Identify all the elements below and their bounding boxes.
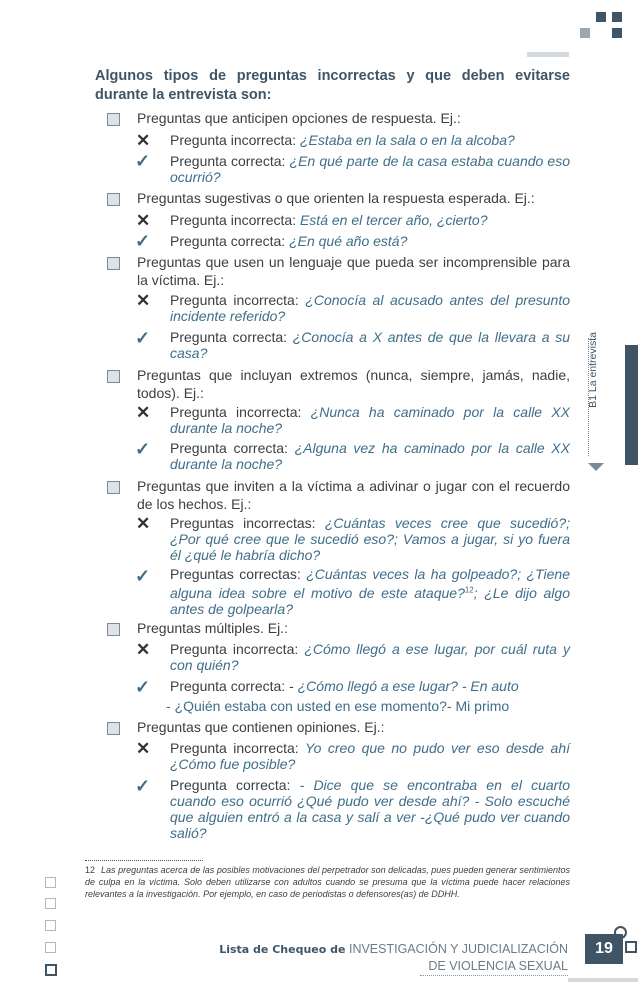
check-mark-icon: ✓	[135, 776, 151, 796]
incorrect-question: Pregunta incorrecta: ¿Nunca ha caminado por la calle XX durante la noche?	[170, 404, 571, 436]
bottom-divider	[568, 978, 638, 982]
chapter-tab[interactable]	[625, 345, 638, 465]
x-mark-icon: ✕	[136, 131, 151, 150]
x-mark-icon: ✕	[136, 739, 151, 758]
square-marker-icon	[45, 920, 56, 931]
correct-question: Pregunta correcta: - Dice que se encontraba en el cuarto cuando eso ocurrió ¿Qué pudo ver desde ahí? - Solo escuché que alguien entró a la casa y salí a ver -¿Qué pudo ver cuando salió?	[170, 777, 571, 841]
category-title: Preguntas que inviten a la víctima a adivinar o jugar con el recuerdo de los hechos. Ej.:	[137, 478, 570, 512]
correct-question-extra: - ¿Quién estaba con usted en ese momento?- Mi primo	[166, 698, 510, 714]
footnote-ref[interactable]: 12	[464, 585, 474, 594]
check-mark-icon: ✓	[135, 328, 151, 348]
category-title: Preguntas múltiples. Ej.:	[137, 620, 288, 636]
arrow-down-icon	[588, 463, 604, 471]
category-title: Preguntas que incluyan extremos (nunca, siempre, jamás, nadie, todos). Ej.:	[137, 367, 570, 401]
correct-question: Pregunta correcta: ¿En qué parte de la casa estaba cuando eso ocurrió?	[170, 153, 571, 185]
section-heading: Algunos tipos de preguntas incorrectas y que deben evitarse durante la entrevista son:	[95, 68, 570, 103]
category-title: Preguntas que anticipen opciones de respuesta. Ej.:	[137, 110, 461, 126]
square-marker-icon	[45, 942, 56, 953]
square-bullet-icon	[107, 481, 120, 494]
square-bullet-icon	[107, 370, 120, 383]
footnote: 12 Las preguntas acerca de las posibles motivaciones del perpetrador son delicadas, pues pueden generar sentimientos de culpa en la víctima. Solo deben utilizarse con adultos cuando se presuma que la víctima puede hacer relaciones relevantes a la investigación. Por ejemplo, en caso de periodistas o defensores(as) de DDHH.	[85, 865, 570, 899]
footer-title: Lista de Chequeo de INVESTIGACIÓN Y JUDICIALIZACIÓN DE VIOLENCIA SEXUAL	[219, 942, 568, 973]
correct-question: Pregunta correcta: ¿Conocía a X antes de que la llevara a su casa?	[170, 329, 571, 361]
corner-decoration-icon	[612, 12, 622, 22]
incorrect-question: Pregunta incorrecta: Yo creo que no pudo ver eso desde ahí ¿Cómo fue posible?	[170, 740, 570, 772]
correct-question: Pregunta correcta: ¿Alguna vez ha caminado por la calle XX durante la noche?	[170, 440, 570, 472]
check-mark-icon: ✓	[135, 566, 151, 586]
square-bullet-icon	[107, 722, 120, 735]
page-number: 19	[585, 934, 623, 964]
top-divider	[527, 52, 569, 57]
check-mark-icon: ✓	[135, 231, 151, 251]
corner-decoration-icon	[580, 28, 590, 38]
square-marker-icon	[45, 898, 56, 909]
footnote-divider	[85, 860, 203, 861]
category-title: Preguntas que usen un lenguaje que pueda ser incomprensible para la víctima. Ej.:	[137, 254, 570, 288]
square-marker-active-icon	[45, 964, 57, 976]
correct-question: Preguntas correctas: ¿Cuántas veces la ha golpeado?; ¿Tiene alguna idea sobre el motivo de este ataque?$^{12}$; ¿Le dijo algo antes de golpearla?	[170, 566, 570, 617]
x-mark-icon: ✕	[136, 291, 151, 310]
x-mark-icon: ✕	[136, 403, 151, 422]
square-bullet-icon	[107, 193, 120, 206]
square-bullet-icon	[107, 257, 120, 270]
x-mark-icon: ✕	[136, 514, 151, 533]
corner-decoration-icon	[596, 12, 606, 22]
check-mark-icon: ✓	[135, 439, 151, 459]
x-mark-icon: ✕	[136, 640, 151, 659]
square-marker-icon	[45, 877, 56, 888]
correct-question: Pregunta correcta: ¿En qué año está?	[170, 233, 408, 249]
category-title: Preguntas sugestivas o que orienten la respuesta esperada. Ej.:	[137, 190, 535, 206]
category-title: Preguntas que contienen opiniones. Ej.:	[137, 719, 385, 735]
square-decoration-icon	[625, 941, 637, 953]
correct-question: Pregunta correcta: - ¿Cómo llegó a ese lugar? - En auto	[170, 678, 519, 694]
check-mark-icon: ✓	[135, 677, 151, 697]
x-mark-icon: ✕	[136, 211, 151, 230]
square-bullet-icon	[107, 623, 120, 636]
square-bullet-icon	[107, 113, 120, 126]
chapter-label: B1 La entrevista	[587, 332, 599, 408]
footer-divider	[420, 975, 568, 976]
incorrect-question: Preguntas incorrectas: ¿Cuántas veces cree que sucedió?; ¿Por qué cree que le sucedió eso?; Vamos a jugar, si yo fuera él ¿qué le habría dicho?	[170, 515, 570, 563]
incorrect-question: Pregunta incorrecta: ¿Cómo llegó a ese lugar, por cuál ruta y con quién?	[170, 641, 570, 673]
check-mark-icon: ✓	[135, 151, 151, 171]
incorrect-question: Pregunta incorrecta: ¿Estaba en la sala o en la alcoba?	[170, 132, 515, 148]
incorrect-question: Pregunta incorrecta: ¿Conocía al acusado antes del presunto incidente referido?	[170, 292, 570, 324]
incorrect-question: Pregunta incorrecta: Está en el tercer año, ¿cierto?	[170, 212, 488, 228]
corner-decoration-icon	[612, 28, 622, 38]
